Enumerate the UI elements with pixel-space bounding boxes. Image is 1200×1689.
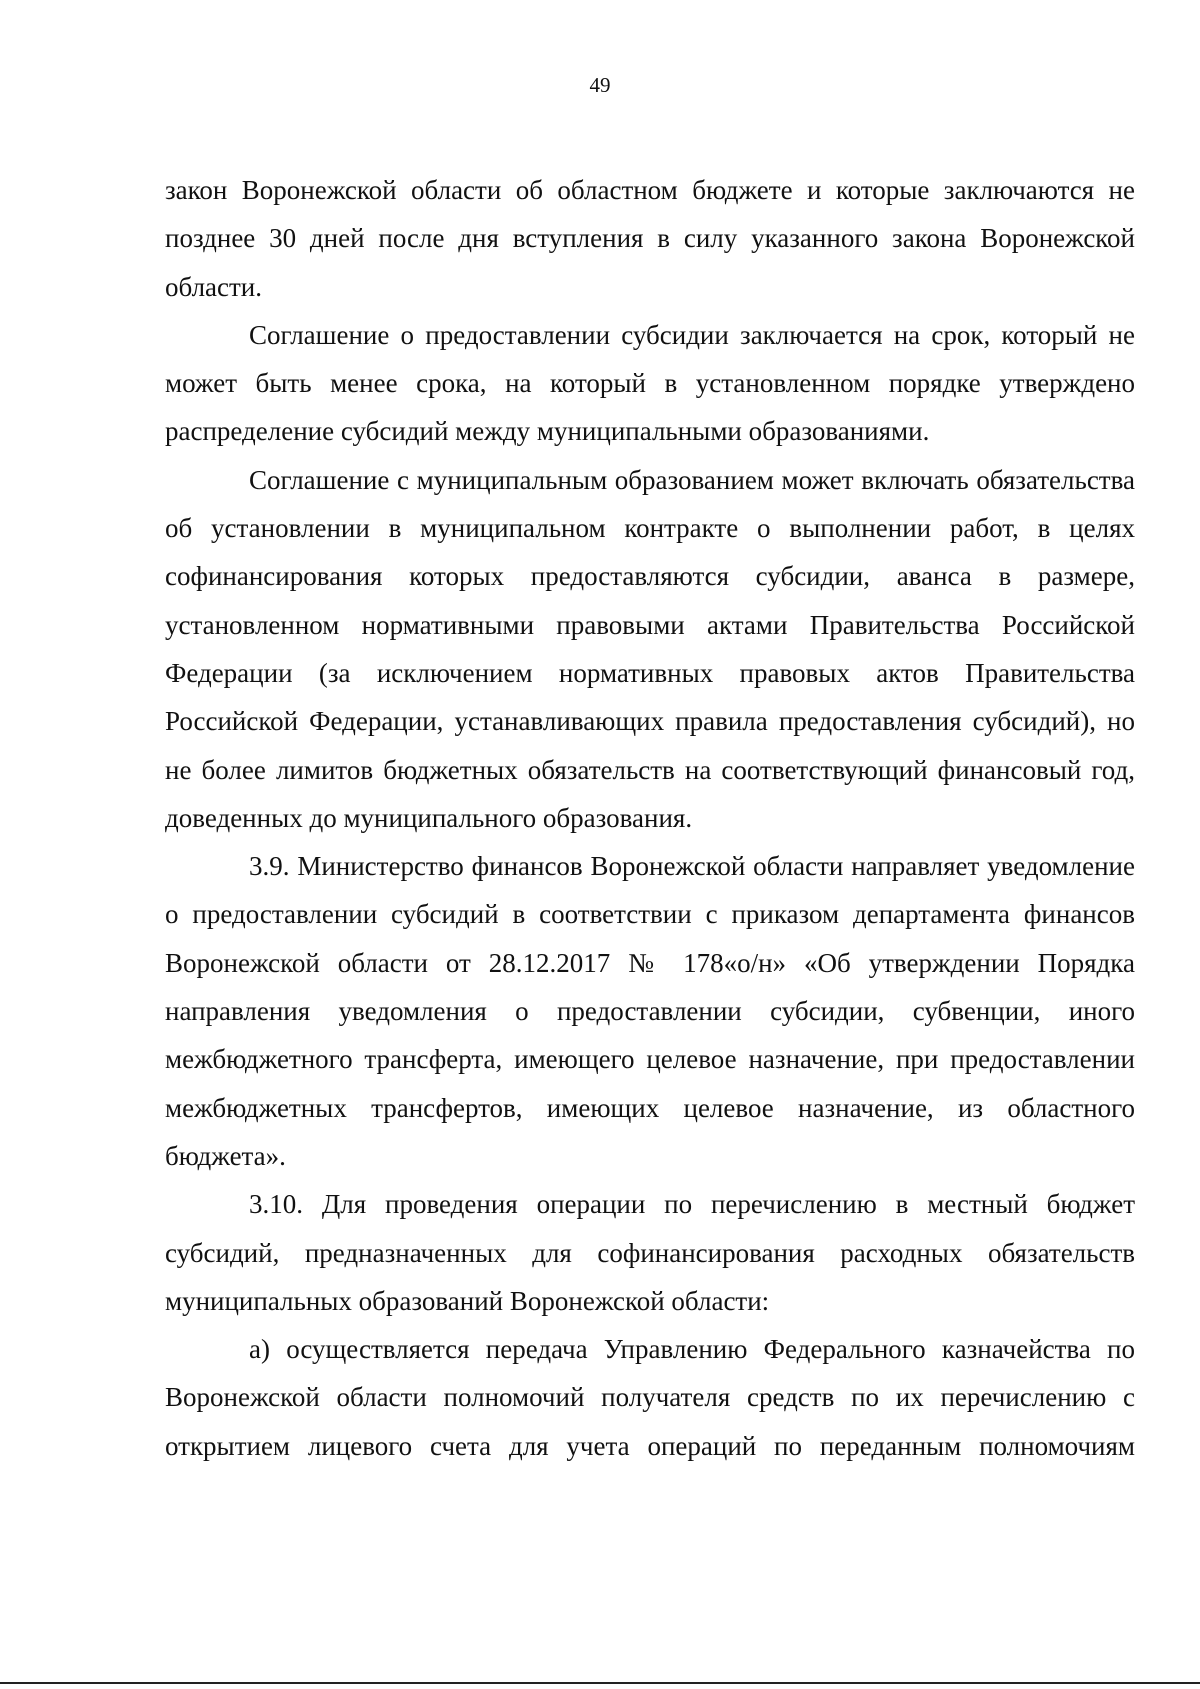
page-number: 49 [589,73,611,97]
paragraph: Соглашение с муниципальным образованием может включать обязательства об установлении в муниципальном контракте о выполнении работ, в целях софинансирования которых предоставляются субсидии, аванса в размере, установленном нормативными правовыми актами Правительства Российской Федерации (за исключением нормативных правовых актов Правительства Российской Федерации, устанавливающих правила предоставления субсидий), но не более лимитов бюджетных обязательств на соответствующий финансовый год, доведенных до муниципального образования. [165,464,1135,833]
document-body [165,166,1135,1470]
paragraph: Соглашение о предоставлении субсидии заключается на срок, который не может быть менее срока, на который в установленном порядке утверждено распределение субсидий между муниципальными образованиями. [165,319,1135,447]
paragraph: 3.10. Для проведения операции по перечислению в местный бюджет субсидий, предназначенных для софинансирования расходных обязательств муниципальных образований Воронежской области: [165,1189,1135,1316]
paragraph: закон Воронежской области об областном бюджете и которые заключаются не позднее 30 дней после дня вступления в силу указанного закона Воронежской области. [165,175,1135,302]
paragraph: а) осуществляется передача Управлению Федерального казначейства по Воронежской области полномочий получателя средств по их перечислению с открытием лицевого счета для учета операций по переданным полномочиям [165,1334,1135,1461]
paragraph: 3.9. Министерство финансов Воронежской области направляет уведомление о предоставлении субсидий в соответствии с приказом департамента финансов Воронежской области от 28.12.2017 № 178«о/н» «Об утверждении Порядка направления уведомления о предоставлении субсидии, субвенции, иного межбюджетного трансферта, имеющего целевое назначение, при предоставлении межбюджетных трансфертов, имеющих целевое назначение, из областного бюджета». [165,851,1135,1171]
bottom-border-line [0,1682,1200,1684]
